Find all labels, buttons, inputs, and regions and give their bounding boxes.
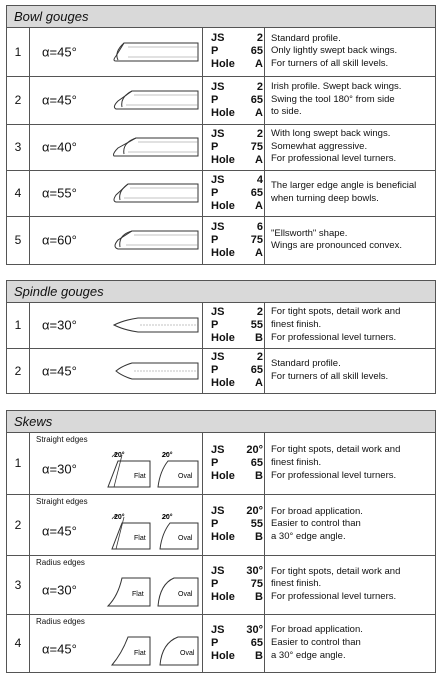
description-line: Standard profile. — [271, 32, 341, 44]
angle-cell — [30, 303, 203, 348]
section-title: Spindle gouges — [7, 281, 435, 303]
row-number: 4 — [7, 170, 30, 216]
code-value: 75 — [250, 140, 263, 153]
angle-label: α=55° — [42, 185, 77, 201]
angle-cell — [30, 348, 203, 393]
row-number: 1 — [7, 28, 30, 76]
angle-mark: 20° — [162, 452, 173, 459]
codes-cell — [203, 124, 265, 170]
code-value: 65 — [250, 456, 263, 469]
description-line: a 30° edge angle. — [271, 649, 346, 661]
code-value: B — [255, 469, 263, 482]
code-label: P — [211, 140, 219, 153]
bowl-gouge-profile-icon — [110, 39, 200, 65]
table-row — [7, 433, 435, 494]
code-value: 2 — [256, 80, 263, 93]
angle-mark: 20° — [162, 513, 173, 521]
description-cell — [265, 494, 436, 555]
description-line: For tight spots, detail work and — [271, 444, 401, 456]
description-line: Only lightly swept back wings. — [271, 45, 398, 57]
angle-cell — [30, 216, 203, 264]
code-label: Hole — [211, 153, 235, 166]
code-label: JS — [211, 505, 225, 517]
code-label: Hole — [211, 106, 235, 119]
table-row — [7, 124, 435, 170]
code-value: A — [255, 199, 263, 212]
bowl-gouge-profile-icon — [110, 227, 200, 253]
description-line: a 30° edge angle. — [271, 530, 346, 542]
code-label: P — [211, 233, 219, 246]
description-line: Swing the tool 180° from side — [271, 93, 395, 105]
code-label: JS — [211, 351, 225, 364]
oval-label: Oval — [180, 649, 195, 657]
bowl-gouge-profile-icon — [110, 180, 200, 206]
table-row — [7, 28, 435, 76]
description-cell — [265, 76, 436, 124]
description-line: "Ellsworth" shape. — [271, 227, 348, 239]
description-cell — [265, 348, 436, 393]
table-row — [7, 348, 435, 393]
description-line: For turners of all skill levels. — [271, 370, 389, 382]
codes-cell — [203, 28, 265, 76]
skew-radius-profile-icon — [104, 572, 200, 610]
code-label: JS — [211, 127, 225, 140]
codes-cell — [203, 348, 265, 393]
angle-mark: 20° — [114, 452, 125, 459]
code-value: 2 — [256, 305, 263, 318]
angle-cell — [30, 555, 203, 614]
codes-cell — [203, 433, 265, 494]
description-cell — [265, 124, 436, 170]
description-line: finest finish. — [271, 318, 322, 330]
angle-label: α=30° — [42, 317, 77, 333]
code-label: JS — [211, 623, 225, 636]
description-line: Wings are pronounced convex. — [271, 240, 402, 252]
section-bowl-gouges — [6, 5, 436, 265]
angle-cell — [30, 76, 203, 124]
angle-cell — [30, 28, 203, 76]
skew-straight-profile-icon — [104, 513, 200, 551]
row-number: 2 — [7, 348, 30, 393]
section-spindle-gouges — [6, 280, 436, 394]
angle-label: α=30° — [42, 582, 77, 598]
angle-label: α=40° — [42, 139, 77, 155]
codes-cell — [203, 303, 265, 348]
code-value: A — [255, 58, 263, 71]
code-value: 55 — [250, 518, 263, 530]
code-value: B — [255, 649, 263, 662]
description-line: Standard profile. — [271, 358, 341, 370]
code-value: B — [255, 591, 263, 603]
row-number: 2 — [7, 76, 30, 124]
code-label: JS — [211, 32, 225, 45]
codes-cell — [203, 555, 265, 614]
table-row — [7, 170, 435, 216]
oval-label: Oval — [178, 534, 193, 542]
angle-mark: 20° — [114, 513, 125, 521]
codes-cell — [203, 614, 265, 672]
row-number: 4 — [7, 614, 30, 672]
code-value: A — [255, 246, 263, 259]
description-line: For professional level turners. — [271, 331, 397, 343]
angle-cell — [30, 124, 203, 170]
code-value: 75 — [250, 578, 263, 590]
code-label: P — [211, 456, 219, 469]
oval-label: Oval — [178, 473, 193, 480]
code-value: B — [255, 531, 263, 543]
code-label: P — [211, 318, 219, 331]
flat-label: Flat — [132, 590, 144, 598]
code-label: P — [211, 636, 219, 649]
table-row — [7, 303, 435, 348]
code-label: Hole — [211, 199, 235, 212]
table-row — [7, 216, 435, 264]
code-value: 65 — [250, 364, 263, 377]
skew-radius-profile-icon — [104, 631, 200, 669]
description-cell — [265, 216, 436, 264]
code-value: 20° — [246, 505, 263, 517]
description-line: Easier to control than — [271, 636, 361, 648]
code-label: P — [211, 518, 219, 530]
codes-cell — [203, 76, 265, 124]
code-value: 2 — [256, 127, 263, 140]
description-cell — [265, 170, 436, 216]
description-cell — [265, 555, 436, 614]
code-label: Hole — [211, 591, 235, 603]
code-label: Hole — [211, 331, 235, 344]
code-value: 4 — [256, 173, 263, 186]
description-line: For broad application. — [271, 624, 363, 636]
table-row — [7, 614, 435, 672]
edge-type-label: Straight edges — [36, 496, 88, 506]
description-line: when turning deep bowls. — [271, 193, 379, 204]
row-number: 1 — [7, 303, 30, 348]
description-line: For tight spots, detail work and — [271, 306, 401, 318]
row-number: 3 — [7, 124, 30, 170]
section-skews — [6, 410, 436, 673]
code-label: P — [211, 45, 219, 58]
code-value: A — [255, 106, 263, 119]
table-row — [7, 76, 435, 124]
description-cell — [265, 433, 436, 494]
code-value: 65 — [250, 45, 263, 58]
oval-label: Oval — [178, 590, 193, 598]
codes-cell — [203, 170, 265, 216]
code-label: Hole — [211, 531, 235, 543]
edge-type-label: Radius edges — [36, 616, 85, 626]
code-label: P — [211, 93, 219, 106]
angle-label: α=60° — [42, 232, 77, 248]
code-value: 65 — [250, 186, 263, 199]
angle-label: α=45° — [42, 641, 77, 657]
description-line: For professional level turners. — [271, 469, 397, 481]
flat-label: Flat — [134, 649, 146, 657]
description-line: finest finish. — [271, 578, 322, 590]
code-value: 2 — [256, 351, 263, 364]
description-cell — [265, 303, 436, 348]
angle-cell — [30, 494, 203, 555]
edge-type-label: Straight edges — [36, 435, 88, 444]
code-label: JS — [211, 565, 225, 577]
description-line: For broad application. — [271, 505, 363, 517]
angle-label: α=45° — [42, 44, 77, 60]
row-number: 3 — [7, 555, 30, 614]
codes-cell — [203, 494, 265, 555]
description-cell — [265, 28, 436, 76]
code-label: Hole — [211, 246, 235, 259]
code-value: 6 — [256, 220, 263, 233]
code-value: 75 — [250, 233, 263, 246]
angle-cell — [30, 433, 203, 494]
bowl-gouge-profile-icon — [110, 134, 200, 160]
code-value: 2 — [256, 32, 263, 45]
description-line: Irish profile. Swept back wings. — [271, 81, 402, 93]
code-label: P — [211, 364, 219, 377]
table-row — [7, 555, 435, 614]
bowl-gouge-profile-icon — [110, 87, 200, 113]
description-line: With long swept back wings. — [271, 128, 391, 140]
edge-type-label: Radius edges — [36, 557, 85, 567]
row-number: 5 — [7, 216, 30, 264]
code-label: Hole — [211, 377, 235, 390]
code-value: A — [255, 377, 263, 390]
description-cell — [265, 614, 436, 672]
angle-label: α=45° — [42, 363, 77, 379]
description-line: For tight spots, detail work and — [271, 565, 401, 577]
code-label: JS — [211, 173, 225, 186]
angle-label: α=30° — [42, 461, 77, 477]
code-value: 65 — [250, 636, 263, 649]
description-line: For professional level turners. — [271, 590, 397, 602]
code-label: P — [211, 578, 219, 590]
description-line: Easier to control than — [271, 518, 361, 530]
description-line: For professional level turners. — [271, 153, 397, 165]
code-label: JS — [211, 305, 225, 318]
section-title: Bowl gouges — [7, 6, 435, 28]
code-value: 65 — [250, 93, 263, 106]
description-line: The larger edge angle is beneficial — [271, 180, 417, 192]
spindle-gouge-profile-icon — [110, 360, 200, 382]
description-line: to side. — [271, 106, 302, 118]
section-title: Skews — [7, 411, 435, 433]
code-value: A — [255, 153, 263, 166]
code-label: Hole — [211, 469, 235, 482]
angle-label: α=45° — [42, 92, 77, 108]
code-value: 30° — [246, 565, 263, 577]
code-value: 55 — [250, 318, 263, 331]
row-number: 2 — [7, 494, 30, 555]
code-label: JS — [211, 80, 225, 93]
angle-cell — [30, 170, 203, 216]
codes-cell — [203, 216, 265, 264]
code-label: P — [211, 186, 219, 199]
description-line: Somewhat aggressive. — [271, 140, 368, 152]
code-value: 20° — [246, 443, 263, 456]
code-label: Hole — [211, 58, 235, 71]
spindle-gouge-profile-icon — [110, 314, 200, 336]
code-label: Hole — [211, 649, 235, 662]
code-label: JS — [211, 220, 225, 233]
flat-label: Flat — [134, 473, 146, 480]
description-line: For turners of all skill levels. — [271, 58, 389, 70]
flat-label: Flat — [134, 534, 146, 542]
code-value: 30° — [246, 623, 263, 636]
description-line: finest finish. — [271, 456, 322, 468]
row-number: 1 — [7, 433, 30, 494]
code-label: JS — [211, 443, 225, 456]
skew-straight-profile-icon — [104, 451, 200, 489]
code-value: B — [255, 331, 263, 344]
angle-label: α=45° — [42, 523, 77, 538]
table-row — [7, 494, 435, 555]
angle-cell — [30, 614, 203, 672]
